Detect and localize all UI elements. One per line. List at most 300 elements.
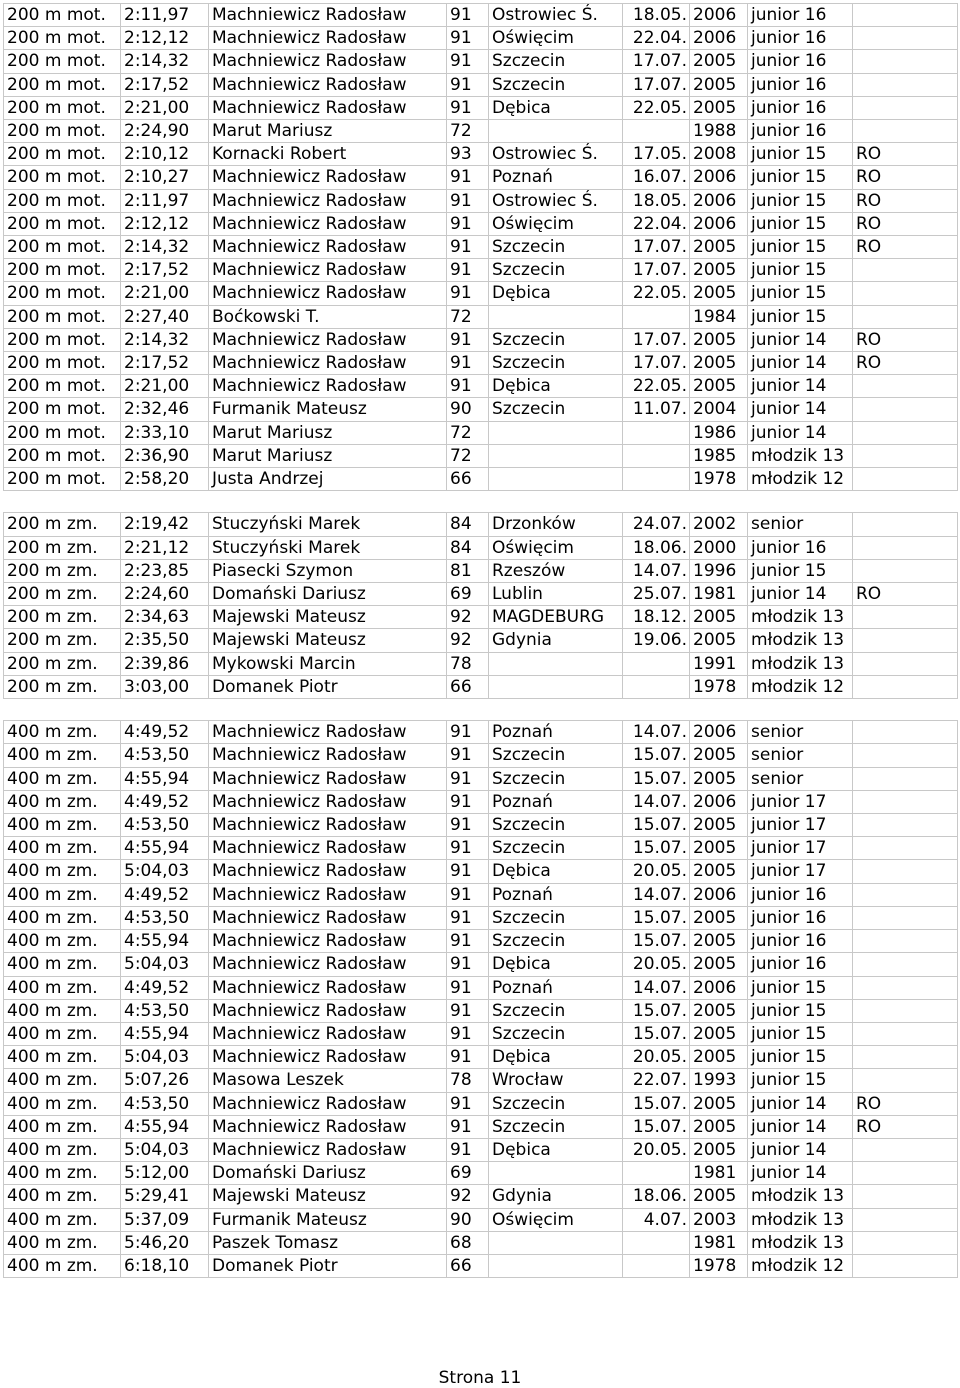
cell-category: senior bbox=[748, 744, 853, 767]
cell-year: 2005 bbox=[690, 629, 748, 652]
cell-note bbox=[853, 837, 958, 860]
cell-name: Kornacki Robert bbox=[209, 143, 447, 166]
cell-name: Marut Mariusz bbox=[209, 421, 447, 444]
cell-year-born: 91 bbox=[447, 1092, 489, 1115]
cell-time: 4:55,94 bbox=[121, 767, 209, 790]
cell-category: junior 14 bbox=[748, 1138, 853, 1161]
cell-category: młodzik 13 bbox=[748, 629, 853, 652]
cell-year: 1984 bbox=[690, 305, 748, 328]
cell-note bbox=[853, 675, 958, 698]
cell-time: 2:58,20 bbox=[121, 468, 209, 491]
table-row bbox=[4, 421, 958, 444]
cell-category: junior 14 bbox=[748, 352, 853, 375]
cell-date: 19.06. bbox=[623, 629, 690, 652]
table-row bbox=[4, 606, 958, 629]
table-row bbox=[4, 50, 958, 73]
cell-time: 5:04,03 bbox=[121, 1138, 209, 1161]
table-row bbox=[4, 398, 958, 421]
cell-note: RO bbox=[853, 212, 958, 235]
cell-name: Machniewicz Radosław bbox=[209, 953, 447, 976]
table-row bbox=[4, 675, 958, 698]
cell-date: 14.07. bbox=[623, 976, 690, 999]
cell-event: 200 m mot. bbox=[4, 27, 121, 50]
cell-place: Gdynia bbox=[489, 629, 623, 652]
cell-event: 400 m zm. bbox=[4, 790, 121, 813]
cell-year: 2006 bbox=[690, 4, 748, 27]
cell-year-born: 91 bbox=[447, 721, 489, 744]
cell-place: Oświęcim bbox=[489, 1208, 623, 1231]
cell-note: RO bbox=[853, 189, 958, 212]
cell-name: Paszek Tomasz bbox=[209, 1231, 447, 1254]
cell-year: 2005 bbox=[690, 375, 748, 398]
cell-name: Machniewicz Radosław bbox=[209, 1138, 447, 1161]
cell-place bbox=[489, 1231, 623, 1254]
cell-time: 2:11,97 bbox=[121, 189, 209, 212]
cell-time: 2:35,50 bbox=[121, 629, 209, 652]
cell-note bbox=[853, 305, 958, 328]
table-row bbox=[4, 721, 958, 744]
cell-event: 400 m zm. bbox=[4, 1185, 121, 1208]
cell-event: 200 m mot. bbox=[4, 305, 121, 328]
cell-year: 2006 bbox=[690, 212, 748, 235]
cell-name: Machniewicz Radosław bbox=[209, 1115, 447, 1138]
cell-date: 18.05. bbox=[623, 189, 690, 212]
cell-category: junior 16 bbox=[748, 883, 853, 906]
cell-name: Majewski Mateusz bbox=[209, 629, 447, 652]
cell-name: Machniewicz Radosław bbox=[209, 27, 447, 50]
cell-time: 4:55,94 bbox=[121, 1115, 209, 1138]
cell-event: 200 m zm. bbox=[4, 606, 121, 629]
cell-year: 1993 bbox=[690, 1069, 748, 1092]
cell-place: Lublin bbox=[489, 583, 623, 606]
cell-year-born: 91 bbox=[447, 930, 489, 953]
cell-name: Machniewicz Radosław bbox=[209, 999, 447, 1022]
cell-date: 22.04. bbox=[623, 212, 690, 235]
cell-date bbox=[623, 1162, 690, 1185]
cell-date: 17.05. bbox=[623, 143, 690, 166]
cell-note bbox=[853, 721, 958, 744]
cell-place: Szczecin bbox=[489, 1092, 623, 1115]
cell-date: 24.07. bbox=[623, 513, 690, 536]
cell-name: Machniewicz Radosław bbox=[209, 328, 447, 351]
cell-time: 5:46,20 bbox=[121, 1231, 209, 1254]
cell-name: Machniewicz Radosław bbox=[209, 744, 447, 767]
cell-name: Domanek Piotr bbox=[209, 675, 447, 698]
cell-name: Machniewicz Radosław bbox=[209, 259, 447, 282]
cell-date: 18.12. bbox=[623, 606, 690, 629]
cell-category: junior 17 bbox=[748, 860, 853, 883]
cell-time: 5:04,03 bbox=[121, 860, 209, 883]
cell-date bbox=[623, 305, 690, 328]
cell-date bbox=[623, 120, 690, 143]
cell-year: 2006 bbox=[690, 27, 748, 50]
cell-time: 4:55,94 bbox=[121, 837, 209, 860]
cell-place: Szczecin bbox=[489, 328, 623, 351]
cell-date: 17.07. bbox=[623, 352, 690, 375]
cell-place: Ostrowiec Ś. bbox=[489, 143, 623, 166]
cell-name: Domanek Piotr bbox=[209, 1254, 447, 1277]
cell-date bbox=[623, 1231, 690, 1254]
cell-year: 2005 bbox=[690, 767, 748, 790]
cell-event: 200 m mot. bbox=[4, 166, 121, 189]
cell-place bbox=[489, 305, 623, 328]
cell-place: Szczecin bbox=[489, 236, 623, 259]
cell-year-born: 91 bbox=[447, 860, 489, 883]
cell-category: junior 14 bbox=[748, 1092, 853, 1115]
cell-note: RO bbox=[853, 583, 958, 606]
cell-time: 4:53,50 bbox=[121, 906, 209, 929]
cell-note bbox=[853, 120, 958, 143]
table-row bbox=[4, 744, 958, 767]
cell-date: 17.07. bbox=[623, 259, 690, 282]
cell-year: 2005 bbox=[690, 1022, 748, 1045]
cell-place bbox=[489, 468, 623, 491]
cell-event: 400 m zm. bbox=[4, 1231, 121, 1254]
cell-date: 18.05. bbox=[623, 4, 690, 27]
cell-event: 200 m zm. bbox=[4, 559, 121, 582]
cell-name: Machniewicz Radosław bbox=[209, 352, 447, 375]
cell-date: 22.05. bbox=[623, 282, 690, 305]
cell-note bbox=[853, 1022, 958, 1045]
cell-category: junior 15 bbox=[748, 282, 853, 305]
cell-year-born: 91 bbox=[447, 953, 489, 976]
cell-event: 200 m zm. bbox=[4, 652, 121, 675]
cell-time: 2:34,63 bbox=[121, 606, 209, 629]
cell-year: 2008 bbox=[690, 143, 748, 166]
cell-name: Machniewicz Radosław bbox=[209, 96, 447, 119]
cell-year: 1981 bbox=[690, 1162, 748, 1185]
cell-time: 2:21,00 bbox=[121, 375, 209, 398]
cell-place: Rzeszów bbox=[489, 559, 623, 582]
cell-place: Szczecin bbox=[489, 398, 623, 421]
table-row bbox=[4, 1162, 958, 1185]
table-row bbox=[4, 559, 958, 582]
cell-note bbox=[853, 652, 958, 675]
cell-year-born: 91 bbox=[447, 4, 489, 27]
cell-time: 2:17,52 bbox=[121, 259, 209, 282]
cell-date: 22.04. bbox=[623, 27, 690, 50]
cell-note bbox=[853, 375, 958, 398]
cell-year: 2000 bbox=[690, 536, 748, 559]
cell-place: Ostrowiec Ś. bbox=[489, 189, 623, 212]
section-separator bbox=[4, 491, 958, 513]
cell-note bbox=[853, 1162, 958, 1185]
cell-date: 15.07. bbox=[623, 999, 690, 1022]
cell-time: 2:12,12 bbox=[121, 27, 209, 50]
table-row bbox=[4, 27, 958, 50]
table-row bbox=[4, 536, 958, 559]
cell-event: 200 m mot. bbox=[4, 282, 121, 305]
cell-time: 4:53,50 bbox=[121, 999, 209, 1022]
cell-category: junior 15 bbox=[748, 305, 853, 328]
cell-name: Machniewicz Radosław bbox=[209, 883, 447, 906]
cell-note bbox=[853, 282, 958, 305]
cell-year: 1986 bbox=[690, 421, 748, 444]
cell-name: Machniewicz Radosław bbox=[209, 790, 447, 813]
cell-date: 17.07. bbox=[623, 50, 690, 73]
cell-date: 15.07. bbox=[623, 930, 690, 953]
cell-place: Dębica bbox=[489, 1138, 623, 1161]
cell-year: 1981 bbox=[690, 583, 748, 606]
cell-year-born: 91 bbox=[447, 837, 489, 860]
table-row bbox=[4, 166, 958, 189]
cell-event: 400 m zm. bbox=[4, 814, 121, 837]
cell-note bbox=[853, 744, 958, 767]
cell-name: Machniewicz Radosław bbox=[209, 767, 447, 790]
table-row bbox=[4, 468, 958, 491]
cell-event: 400 m zm. bbox=[4, 1092, 121, 1115]
cell-year-born: 91 bbox=[447, 976, 489, 999]
cell-year: 2005 bbox=[690, 73, 748, 96]
table-row bbox=[4, 1092, 958, 1115]
cell-date bbox=[623, 1254, 690, 1277]
cell-year: 1978 bbox=[690, 675, 748, 698]
cell-name: Machniewicz Radosław bbox=[209, 282, 447, 305]
cell-date: 20.05. bbox=[623, 1138, 690, 1161]
cell-place: Szczecin bbox=[489, 1115, 623, 1138]
cell-place bbox=[489, 652, 623, 675]
cell-date: 15.07. bbox=[623, 906, 690, 929]
cell-category: junior 15 bbox=[748, 236, 853, 259]
cell-time: 4:53,50 bbox=[121, 1092, 209, 1115]
cell-year-born: 91 bbox=[447, 1115, 489, 1138]
cell-date: 18.06. bbox=[623, 536, 690, 559]
cell-place: Szczecin bbox=[489, 744, 623, 767]
cell-event: 400 m zm. bbox=[4, 837, 121, 860]
cell-event: 200 m mot. bbox=[4, 421, 121, 444]
cell-name: Machniewicz Radosław bbox=[209, 212, 447, 235]
cell-event: 400 m zm. bbox=[4, 1046, 121, 1069]
cell-date: 17.07. bbox=[623, 236, 690, 259]
table-row bbox=[4, 883, 958, 906]
cell-year-born: 92 bbox=[447, 606, 489, 629]
cell-category: młodzik 13 bbox=[748, 652, 853, 675]
cell-event: 200 m mot. bbox=[4, 50, 121, 73]
cell-event: 200 m mot. bbox=[4, 444, 121, 467]
table-row bbox=[4, 767, 958, 790]
cell-time: 2:17,52 bbox=[121, 73, 209, 96]
cell-place: Szczecin bbox=[489, 999, 623, 1022]
cell-year-born: 91 bbox=[447, 999, 489, 1022]
cell-year-born: 91 bbox=[447, 1022, 489, 1045]
cell-time: 4:49,52 bbox=[121, 976, 209, 999]
cell-date: 20.05. bbox=[623, 1046, 690, 1069]
cell-event: 400 m zm. bbox=[4, 1254, 121, 1277]
cell-year: 1988 bbox=[690, 120, 748, 143]
cell-year-born: 91 bbox=[447, 767, 489, 790]
cell-date: 15.07. bbox=[623, 837, 690, 860]
cell-time: 4:49,52 bbox=[121, 883, 209, 906]
cell-category: junior 14 bbox=[748, 583, 853, 606]
cell-name: Stuczyński Marek bbox=[209, 513, 447, 536]
cell-event: 200 m zm. bbox=[4, 583, 121, 606]
table-row bbox=[4, 444, 958, 467]
cell-place: Drzonków bbox=[489, 513, 623, 536]
table-row bbox=[4, 189, 958, 212]
cell-place: Dębica bbox=[489, 860, 623, 883]
cell-time: 2:21,00 bbox=[121, 282, 209, 305]
cell-date: 11.07. bbox=[623, 398, 690, 421]
cell-year: 2006 bbox=[690, 790, 748, 813]
cell-year-born: 84 bbox=[447, 513, 489, 536]
cell-time: 2:33,10 bbox=[121, 421, 209, 444]
cell-name: Domański Dariusz bbox=[209, 583, 447, 606]
cell-name: Justa Andrzej bbox=[209, 468, 447, 491]
cell-category: junior 17 bbox=[748, 837, 853, 860]
cell-date: 14.07. bbox=[623, 721, 690, 744]
cell-year: 2004 bbox=[690, 398, 748, 421]
cell-note bbox=[853, 906, 958, 929]
cell-name: Majewski Mateusz bbox=[209, 606, 447, 629]
table-row bbox=[4, 1254, 958, 1277]
cell-year-born: 91 bbox=[447, 744, 489, 767]
cell-time: 2:14,32 bbox=[121, 328, 209, 351]
cell-category: junior 16 bbox=[748, 73, 853, 96]
cell-name: Machniewicz Radosław bbox=[209, 73, 447, 96]
cell-event: 200 m mot. bbox=[4, 328, 121, 351]
cell-note bbox=[853, 1231, 958, 1254]
cell-year-born: 91 bbox=[447, 352, 489, 375]
cell-year-born: 91 bbox=[447, 1138, 489, 1161]
cell-event: 200 m mot. bbox=[4, 120, 121, 143]
cell-note bbox=[853, 1254, 958, 1277]
cell-note bbox=[853, 421, 958, 444]
cell-note bbox=[853, 96, 958, 119]
cell-note bbox=[853, 73, 958, 96]
section-separator bbox=[4, 699, 958, 721]
cell-year: 2005 bbox=[690, 837, 748, 860]
cell-note bbox=[853, 883, 958, 906]
cell-place: Oświęcim bbox=[489, 212, 623, 235]
cell-year-born: 92 bbox=[447, 1185, 489, 1208]
cell-name: Machniewicz Radosław bbox=[209, 976, 447, 999]
cell-year: 2006 bbox=[690, 976, 748, 999]
cell-name: Machniewicz Radosław bbox=[209, 860, 447, 883]
cell-place: Dębica bbox=[489, 96, 623, 119]
cell-year: 2005 bbox=[690, 930, 748, 953]
cell-place: Gdynia bbox=[489, 1185, 623, 1208]
cell-year: 2005 bbox=[690, 96, 748, 119]
cell-category: junior 16 bbox=[748, 953, 853, 976]
cell-date: 22.05. bbox=[623, 375, 690, 398]
cell-year-born: 66 bbox=[447, 675, 489, 698]
cell-date bbox=[623, 444, 690, 467]
cell-date: 17.07. bbox=[623, 328, 690, 351]
cell-place: Poznań bbox=[489, 790, 623, 813]
cell-year-born: 91 bbox=[447, 883, 489, 906]
cell-place: Szczecin bbox=[489, 352, 623, 375]
cell-date: 14.07. bbox=[623, 790, 690, 813]
cell-year-born: 91 bbox=[447, 166, 489, 189]
table-row bbox=[4, 1115, 958, 1138]
cell-category: junior 17 bbox=[748, 790, 853, 813]
cell-year-born: 90 bbox=[447, 1208, 489, 1231]
cell-place: Poznań bbox=[489, 166, 623, 189]
cell-year-born: 66 bbox=[447, 1254, 489, 1277]
cell-event: 200 m mot. bbox=[4, 143, 121, 166]
cell-year: 1978 bbox=[690, 1254, 748, 1277]
cell-event: 400 m zm. bbox=[4, 1162, 121, 1185]
cell-place: Szczecin bbox=[489, 930, 623, 953]
cell-time: 2:27,40 bbox=[121, 305, 209, 328]
cell-time: 4:49,52 bbox=[121, 721, 209, 744]
table-row bbox=[4, 120, 958, 143]
cell-place bbox=[489, 1254, 623, 1277]
cell-date: 17.07. bbox=[623, 73, 690, 96]
cell-place: Oświęcim bbox=[489, 27, 623, 50]
cell-name: Machniewicz Radosław bbox=[209, 375, 447, 398]
cell-note bbox=[853, 790, 958, 813]
cell-category: junior 15 bbox=[748, 259, 853, 282]
table-row bbox=[4, 629, 958, 652]
cell-event: 400 m zm. bbox=[4, 999, 121, 1022]
cell-event: 400 m zm. bbox=[4, 930, 121, 953]
cell-note bbox=[853, 953, 958, 976]
cell-category: młodzik 13 bbox=[748, 444, 853, 467]
cell-place: Szczecin bbox=[489, 906, 623, 929]
cell-time: 2:17,52 bbox=[121, 352, 209, 375]
cell-category: młodzik 13 bbox=[748, 1231, 853, 1254]
cell-name: Furmanik Mateusz bbox=[209, 398, 447, 421]
cell-time: 2:19,42 bbox=[121, 513, 209, 536]
cell-place: Poznań bbox=[489, 976, 623, 999]
cell-place: Szczecin bbox=[489, 73, 623, 96]
table-row bbox=[4, 583, 958, 606]
table-row bbox=[4, 906, 958, 929]
cell-year: 1981 bbox=[690, 1231, 748, 1254]
cell-note bbox=[853, 860, 958, 883]
cell-year: 2005 bbox=[690, 860, 748, 883]
cell-note bbox=[853, 27, 958, 50]
cell-category: junior 15 bbox=[748, 976, 853, 999]
cell-category: młodzik 12 bbox=[748, 468, 853, 491]
cell-category: młodzik 13 bbox=[748, 1185, 853, 1208]
table-row bbox=[4, 4, 958, 27]
table-row bbox=[4, 930, 958, 953]
page-footer: Strona 11 bbox=[438, 1368, 522, 1388]
table-row bbox=[4, 352, 958, 375]
cell-place bbox=[489, 1162, 623, 1185]
cell-year-born: 91 bbox=[447, 906, 489, 929]
cell-year-born: 91 bbox=[447, 328, 489, 351]
cell-time: 5:12,00 bbox=[121, 1162, 209, 1185]
cell-date: 15.07. bbox=[623, 1092, 690, 1115]
cell-year: 2005 bbox=[690, 814, 748, 837]
cell-event: 200 m mot. bbox=[4, 212, 121, 235]
cell-place: Szczecin bbox=[489, 1022, 623, 1045]
cell-note bbox=[853, 398, 958, 421]
cell-year-born: 91 bbox=[447, 814, 489, 837]
cell-category: junior 14 bbox=[748, 375, 853, 398]
cell-year-born: 90 bbox=[447, 398, 489, 421]
cell-time: 2:24,60 bbox=[121, 583, 209, 606]
cell-category: junior 15 bbox=[748, 559, 853, 582]
cell-place: Szczecin bbox=[489, 259, 623, 282]
cell-place: Poznań bbox=[489, 883, 623, 906]
cell-category: junior 16 bbox=[748, 4, 853, 27]
table-row bbox=[4, 860, 958, 883]
cell-event: 400 m zm. bbox=[4, 953, 121, 976]
cell-category: junior 15 bbox=[748, 143, 853, 166]
cell-time: 2:11,97 bbox=[121, 4, 209, 27]
cell-place bbox=[489, 120, 623, 143]
cell-place: Szczecin bbox=[489, 50, 623, 73]
cell-time: 4:53,50 bbox=[121, 744, 209, 767]
cell-note bbox=[853, 1069, 958, 1092]
cell-time: 4:55,94 bbox=[121, 1022, 209, 1045]
cell-category: junior 15 bbox=[748, 1022, 853, 1045]
cell-event: 400 m zm. bbox=[4, 1022, 121, 1045]
